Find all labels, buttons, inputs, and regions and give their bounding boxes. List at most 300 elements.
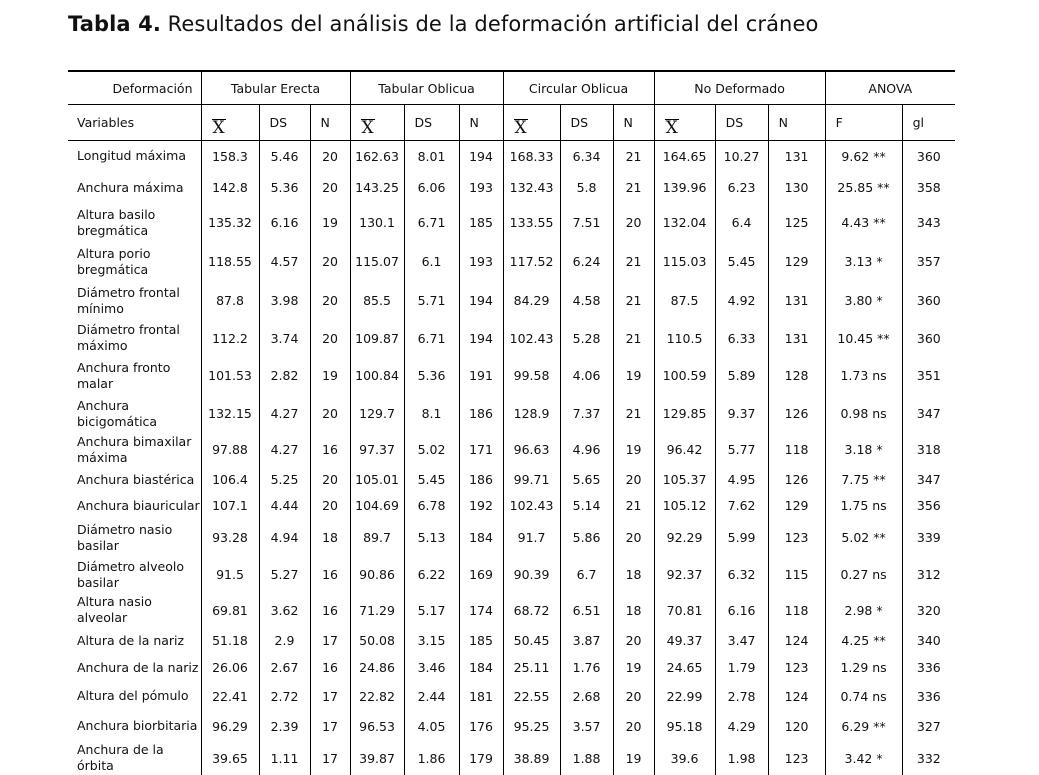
anova-f: 3.13 * (825, 242, 902, 282)
header-ds: DS (404, 105, 459, 141)
no-deformado-mean: 105.37 (654, 467, 715, 493)
anova-gl: 351 (902, 357, 955, 395)
circular-oblicua-ds: 5.28 (560, 320, 613, 357)
variable-name: Anchura fronto malar (77, 359, 171, 391)
tabular-erecta-mean: 135.32 (201, 204, 259, 242)
tabular-oblicua-mean: 100.84 (350, 357, 404, 395)
tabular-oblicua-n: 169 (459, 557, 503, 593)
no-deformado-mean: 92.37 (654, 557, 715, 593)
variable-name: Altura basilo bregmática (77, 206, 156, 238)
variable-name: Longitud máxima (77, 148, 186, 164)
tabular-erecta-mean: 107.1 (201, 493, 259, 519)
circular-oblicua-n: 21 (613, 242, 654, 282)
circular-oblicua-ds: 4.58 (560, 282, 613, 320)
circular-oblicua-n: 21 (613, 493, 654, 519)
tabular-erecta-mean: 142.8 (201, 172, 259, 204)
no-deformado-n: 129 (768, 493, 825, 519)
tabular-erecta-mean: 118.55 (201, 242, 259, 282)
no-deformado-mean: 139.96 (654, 172, 715, 204)
tabular-oblicua-ds: 5.02 (404, 433, 459, 467)
tabular-oblicua-n: 191 (459, 357, 503, 395)
circular-oblicua-n: 19 (613, 654, 654, 682)
anova-f: 1.75 ns (825, 493, 902, 519)
circular-oblicua-ds: 7.37 (560, 395, 613, 433)
circular-oblicua-mean: 95.25 (503, 711, 560, 742)
tabular-erecta-mean: 51.18 (201, 628, 259, 654)
circular-oblicua-ds: 1.88 (560, 742, 613, 775)
no-deformado-ds: 10.27 (715, 141, 768, 172)
tabular-oblicua-n: 186 (459, 467, 503, 493)
tabular-oblicua-ds: 6.22 (404, 557, 459, 593)
circular-oblicua-n: 20 (613, 682, 654, 711)
no-deformado-mean: 95.18 (654, 711, 715, 742)
circular-oblicua-n: 20 (613, 204, 654, 242)
tabular-oblicua-mean: 105.01 (350, 467, 404, 493)
variable-name: Diámetro frontal mínimo (77, 284, 180, 316)
tabular-oblicua-mean: 85.5 (350, 282, 404, 320)
no-deformado-ds: 6.16 (715, 593, 768, 628)
table-row (68, 628, 955, 654)
table-body (68, 141, 955, 775)
tabular-erecta-n: 20 (310, 282, 350, 320)
tabular-oblicua-mean: 97.37 (350, 433, 404, 467)
header-n: N (768, 105, 825, 141)
circular-oblicua-ds: 6.34 (560, 141, 613, 172)
circular-oblicua-n: 21 (613, 395, 654, 433)
circular-oblicua-ds: 6.24 (560, 242, 613, 282)
tabular-oblicua-ds: 6.71 (404, 320, 459, 357)
tabular-oblicua-n: 174 (459, 593, 503, 628)
tabular-erecta-n: 19 (310, 357, 350, 395)
anova-gl: 332 (902, 742, 955, 775)
no-deformado-mean: 105.12 (654, 493, 715, 519)
tabular-erecta-ds: 2.67 (259, 654, 310, 682)
circular-oblicua-n: 21 (613, 172, 654, 204)
header-tabular-oblicua: Tabular Oblicua (350, 71, 503, 105)
tabular-erecta-n: 20 (310, 242, 350, 282)
anova-gl: 318 (902, 433, 955, 467)
no-deformado-mean: 100.59 (654, 357, 715, 395)
tabular-erecta-n: 17 (310, 742, 350, 775)
tabular-oblicua-mean: 104.69 (350, 493, 404, 519)
tabular-oblicua-n: 179 (459, 742, 503, 775)
circular-oblicua-ds: 5.86 (560, 519, 613, 557)
header-ds: DS (560, 105, 613, 141)
circular-oblicua-ds: 6.51 (560, 593, 613, 628)
tabular-erecta-mean: 132.15 (201, 395, 259, 433)
tabular-erecta-ds: 2.9 (259, 628, 310, 654)
anova-f: 9.62 ** (825, 141, 902, 172)
circular-oblicua-ds: 6.7 (560, 557, 613, 593)
variable-name: Diámetro frontal máximo (77, 322, 180, 353)
anova-gl: 339 (902, 519, 955, 557)
tabular-oblicua-mean: 109.87 (350, 320, 404, 357)
header-mean (503, 105, 560, 141)
header-gl: gl (902, 105, 955, 141)
tabular-oblicua-ds: 1.86 (404, 742, 459, 775)
tabular-erecta-n: 20 (310, 172, 350, 204)
tabular-erecta-ds: 5.36 (259, 172, 310, 204)
column-header-row (68, 105, 955, 141)
tabular-erecta-ds: 5.25 (259, 467, 310, 493)
anova-f: 0.98 ns (825, 395, 902, 433)
no-deformado-ds: 7.62 (715, 493, 768, 519)
no-deformado-mean: 115.03 (654, 242, 715, 282)
anova-f: 1.29 ns (825, 654, 902, 682)
no-deformado-mean: 92.29 (654, 519, 715, 557)
anova-f: 5.02 ** (825, 519, 902, 557)
anova-f: 4.25 ** (825, 628, 902, 654)
anova-gl: 347 (902, 467, 955, 493)
tabular-oblicua-n: 193 (459, 242, 503, 282)
circular-oblicua-ds: 5.14 (560, 493, 613, 519)
tabular-oblicua-ds: 5.17 (404, 593, 459, 628)
no-deformado-ds: 4.92 (715, 282, 768, 320)
no-deformado-ds: 1.79 (715, 654, 768, 682)
no-deformado-ds: 6.4 (715, 204, 768, 242)
anova-gl: 336 (902, 682, 955, 711)
tabular-oblicua-ds: 3.46 (404, 654, 459, 682)
no-deformado-ds: 4.95 (715, 467, 768, 493)
tabular-oblicua-mean: 162.63 (350, 141, 404, 172)
tabular-erecta-n: 17 (310, 711, 350, 742)
anova-gl: 356 (902, 493, 955, 519)
circular-oblicua-mean: 90.39 (503, 557, 560, 593)
tabular-erecta-mean: 91.5 (201, 557, 259, 593)
table-row (68, 593, 955, 628)
anova-f: 4.43 ** (825, 204, 902, 242)
tabular-oblicua-ds: 5.71 (404, 282, 459, 320)
tabular-oblicua-ds: 3.15 (404, 628, 459, 654)
header-mean (201, 105, 259, 141)
table-row (68, 141, 955, 172)
header-anova: ANOVA (825, 71, 955, 105)
table-row (68, 519, 955, 557)
no-deformado-ds: 3.47 (715, 628, 768, 654)
tabular-oblicua-mean: 96.53 (350, 711, 404, 742)
no-deformado-n: 118 (768, 433, 825, 467)
no-deformado-ds: 4.29 (715, 711, 768, 742)
circular-oblicua-n: 20 (613, 519, 654, 557)
anova-f: 7.75 ** (825, 467, 902, 493)
anova-gl: 340 (902, 628, 955, 654)
anova-gl: 360 (902, 282, 955, 320)
circular-oblicua-mean: 99.58 (503, 357, 560, 395)
anova-gl: 312 (902, 557, 955, 593)
table-row (68, 204, 955, 242)
tabular-erecta-ds: 4.57 (259, 242, 310, 282)
tabular-erecta-mean: 26.06 (201, 654, 259, 682)
circular-oblicua-mean: 133.55 (503, 204, 560, 242)
variable-name: Anchura biauricular (77, 497, 200, 513)
table-number: Tabla 4. (68, 12, 161, 36)
circular-oblicua-mean: 68.72 (503, 593, 560, 628)
anova-f: 0.74 ns (825, 682, 902, 711)
tabular-erecta-ds: 3.74 (259, 320, 310, 357)
circular-oblicua-mean: 91.7 (503, 519, 560, 557)
circular-oblicua-mean: 128.9 (503, 395, 560, 433)
tabular-erecta-mean: 106.4 (201, 467, 259, 493)
circular-oblicua-n: 20 (613, 628, 654, 654)
variable-name: Anchura biorbitaria (77, 718, 198, 733)
table-title (68, 12, 818, 36)
no-deformado-ds: 5.99 (715, 519, 768, 557)
no-deformado-ds: 6.32 (715, 557, 768, 593)
tabular-erecta-mean: 39.65 (201, 742, 259, 775)
variable-name: Altura nasio alveolar (77, 594, 152, 625)
anova-f: 2.98 * (825, 593, 902, 628)
variable-name: Anchura de la nariz (77, 659, 199, 675)
tabular-oblicua-mean: 50.08 (350, 628, 404, 654)
tabular-erecta-ds: 4.44 (259, 493, 310, 519)
tabular-oblicua-ds: 6.1 (404, 242, 459, 282)
no-deformado-ds: 6.23 (715, 172, 768, 204)
circular-oblicua-ds: 3.87 (560, 628, 613, 654)
variable-name: Diámetro alveolo basilar (77, 558, 185, 590)
circular-oblicua-ds: 1.76 (560, 654, 613, 682)
tabular-oblicua-mean: 143.25 (350, 172, 404, 204)
anova-gl: 336 (902, 654, 955, 682)
table-row (68, 282, 955, 320)
tabular-oblicua-n: 176 (459, 711, 503, 742)
tabular-oblicua-n: 194 (459, 282, 503, 320)
tabular-erecta-n: 19 (310, 204, 350, 242)
variable-name: Anchura de la órbita (77, 742, 164, 773)
anova-gl: 327 (902, 711, 955, 742)
tabular-erecta-ds: 3.98 (259, 282, 310, 320)
circular-oblicua-mean: 99.71 (503, 467, 560, 493)
group-header-row (68, 71, 955, 105)
tabular-erecta-mean: 96.29 (201, 711, 259, 742)
no-deformado-n: 115 (768, 557, 825, 593)
circular-oblicua-ds: 4.96 (560, 433, 613, 467)
table-caption: Resultados del análisis de la deformación artificial del cráneo (160, 12, 819, 36)
anova-gl: 343 (902, 204, 955, 242)
tabular-oblicua-ds: 5.36 (404, 357, 459, 395)
no-deformado-mean: 96.42 (654, 433, 715, 467)
no-deformado-ds: 1.98 (715, 742, 768, 775)
table-row (68, 493, 955, 519)
tabular-oblicua-mean: 24.86 (350, 654, 404, 682)
no-deformado-ds: 2.78 (715, 682, 768, 711)
no-deformado-n: 123 (768, 742, 825, 775)
no-deformado-n: 129 (768, 242, 825, 282)
circular-oblicua-n: 19 (613, 433, 654, 467)
results-table (68, 70, 955, 775)
tabular-oblicua-n: 193 (459, 172, 503, 204)
tabular-oblicua-n: 194 (459, 320, 503, 357)
circular-oblicua-ds: 3.57 (560, 711, 613, 742)
tabular-oblicua-ds: 8.1 (404, 395, 459, 433)
tabular-oblicua-n: 185 (459, 628, 503, 654)
no-deformado-mean: 164.65 (654, 141, 715, 172)
table-row (68, 654, 955, 682)
tabular-erecta-ds: 3.62 (259, 593, 310, 628)
table-row (68, 742, 955, 775)
tabular-erecta-ds: 4.94 (259, 519, 310, 557)
tabular-erecta-n: 17 (310, 628, 350, 654)
table-row (68, 357, 955, 395)
tabular-oblicua-ds: 2.44 (404, 682, 459, 711)
circular-oblicua-n: 21 (613, 141, 654, 172)
anova-gl: 357 (902, 242, 955, 282)
tabular-erecta-ds: 2.82 (259, 357, 310, 395)
header-no-deformado: No Deformado (654, 71, 825, 105)
mean-symbol: X (514, 118, 527, 138)
no-deformado-mean: 129.85 (654, 395, 715, 433)
circular-oblicua-mean: 102.43 (503, 320, 560, 357)
no-deformado-n: 124 (768, 628, 825, 654)
table-row (68, 172, 955, 204)
mean-symbol: X (212, 118, 225, 138)
no-deformado-mean: 39.6 (654, 742, 715, 775)
tabular-oblicua-n: 192 (459, 493, 503, 519)
variable-name: Altura porio bregmática (77, 245, 151, 277)
circular-oblicua-n: 20 (613, 467, 654, 493)
tabular-oblicua-n: 186 (459, 395, 503, 433)
tabular-erecta-mean: 87.8 (201, 282, 259, 320)
tabular-oblicua-n: 184 (459, 519, 503, 557)
header-mean (654, 105, 715, 141)
no-deformado-n: 131 (768, 141, 825, 172)
no-deformado-n: 128 (768, 357, 825, 395)
table-row (68, 557, 955, 593)
no-deformado-ds: 9.37 (715, 395, 768, 433)
tabular-oblicua-mean: 115.07 (350, 242, 404, 282)
no-deformado-mean: 87.5 (654, 282, 715, 320)
tabular-oblicua-ds: 6.78 (404, 493, 459, 519)
tabular-oblicua-ds: 8.01 (404, 141, 459, 172)
circular-oblicua-n: 20 (613, 711, 654, 742)
circular-oblicua-ds: 2.68 (560, 682, 613, 711)
no-deformado-n: 118 (768, 593, 825, 628)
no-deformado-n: 131 (768, 320, 825, 357)
tabular-erecta-ds: 4.27 (259, 395, 310, 433)
anova-gl: 347 (902, 395, 955, 433)
tabular-erecta-ds: 5.27 (259, 557, 310, 593)
no-deformado-mean: 132.04 (654, 204, 715, 242)
circular-oblicua-mean: 168.33 (503, 141, 560, 172)
circular-oblicua-mean: 132.43 (503, 172, 560, 204)
anova-f: 25.85 ** (825, 172, 902, 204)
anova-gl: 360 (902, 141, 955, 172)
no-deformado-n: 124 (768, 682, 825, 711)
tabular-erecta-n: 20 (310, 141, 350, 172)
tabular-erecta-mean: 112.2 (201, 320, 259, 357)
header-ds: DS (715, 105, 768, 141)
circular-oblicua-ds: 4.06 (560, 357, 613, 395)
circular-oblicua-ds: 5.8 (560, 172, 613, 204)
tabular-erecta-mean: 69.81 (201, 593, 259, 628)
circular-oblicua-ds: 7.51 (560, 204, 613, 242)
tabular-oblicua-mean: 89.7 (350, 519, 404, 557)
no-deformado-mean: 110.5 (654, 320, 715, 357)
circular-oblicua-n: 21 (613, 282, 654, 320)
tabular-oblicua-n: 181 (459, 682, 503, 711)
tabular-erecta-mean: 22.41 (201, 682, 259, 711)
circular-oblicua-mean: 96.63 (503, 433, 560, 467)
header-deformacion: Deformación (68, 71, 201, 105)
variable-name: Anchura bicigomática (77, 397, 158, 429)
tabular-erecta-ds: 5.46 (259, 141, 310, 172)
no-deformado-n: 123 (768, 654, 825, 682)
anova-gl: 358 (902, 172, 955, 204)
no-deformado-n: 126 (768, 395, 825, 433)
table-row (68, 433, 955, 467)
table-row (68, 711, 955, 742)
tabular-erecta-n: 17 (310, 682, 350, 711)
tabular-erecta-n: 16 (310, 557, 350, 593)
table-row (68, 682, 955, 711)
tabular-erecta-ds: 6.16 (259, 204, 310, 242)
circular-oblicua-mean: 102.43 (503, 493, 560, 519)
anova-gl: 360 (902, 320, 955, 357)
no-deformado-mean: 24.65 (654, 654, 715, 682)
no-deformado-mean: 49.37 (654, 628, 715, 654)
circular-oblicua-ds: 5.65 (560, 467, 613, 493)
tabular-erecta-n: 16 (310, 593, 350, 628)
header-n: N (613, 105, 654, 141)
variable-name: Anchura máxima (77, 179, 184, 195)
tabular-oblicua-mean: 130.1 (350, 204, 404, 242)
header-f: F (825, 105, 902, 141)
tabular-erecta-n: 20 (310, 395, 350, 433)
no-deformado-ds: 5.77 (715, 433, 768, 467)
tabular-erecta-n: 16 (310, 654, 350, 682)
tabular-erecta-n: 18 (310, 519, 350, 557)
table-row (68, 242, 955, 282)
variable-name: Altura del pómulo (77, 688, 189, 703)
header-mean (350, 105, 404, 141)
table-row (68, 467, 955, 493)
tabular-oblicua-n: 194 (459, 141, 503, 172)
anova-f: 10.45 ** (825, 320, 902, 357)
anova-f: 3.80 * (825, 282, 902, 320)
circular-oblicua-n: 18 (613, 557, 654, 593)
tabular-oblicua-ds: 4.05 (404, 711, 459, 742)
tabular-erecta-mean: 101.53 (201, 357, 259, 395)
tabular-oblicua-mean: 129.7 (350, 395, 404, 433)
tabular-oblicua-ds: 5.45 (404, 467, 459, 493)
circular-oblicua-n: 21 (613, 320, 654, 357)
table-row (68, 395, 955, 433)
circular-oblicua-mean: 38.89 (503, 742, 560, 775)
tabular-erecta-mean: 93.28 (201, 519, 259, 557)
circular-oblicua-mean: 117.52 (503, 242, 560, 282)
no-deformado-mean: 70.81 (654, 593, 715, 628)
tabular-erecta-n: 20 (310, 467, 350, 493)
tabular-erecta-ds: 4.27 (259, 433, 310, 467)
tabular-oblicua-ds: 6.71 (404, 204, 459, 242)
no-deformado-mean: 22.99 (654, 682, 715, 711)
table-row (68, 320, 955, 357)
mean-symbol: X (361, 118, 374, 138)
tabular-oblicua-n: 171 (459, 433, 503, 467)
tabular-oblicua-n: 185 (459, 204, 503, 242)
header-n: N (459, 105, 503, 141)
header-n: N (310, 105, 350, 141)
tabular-oblicua-ds: 5.13 (404, 519, 459, 557)
header-tabular-erecta: Tabular Erecta (201, 71, 350, 105)
no-deformado-n: 130 (768, 172, 825, 204)
anova-gl: 320 (902, 593, 955, 628)
tabular-erecta-ds: 1.11 (259, 742, 310, 775)
circular-oblicua-mean: 84.29 (503, 282, 560, 320)
tabular-erecta-n: 16 (310, 433, 350, 467)
no-deformado-ds: 5.45 (715, 242, 768, 282)
tabular-erecta-ds: 2.72 (259, 682, 310, 711)
tabular-erecta-mean: 158.3 (201, 141, 259, 172)
